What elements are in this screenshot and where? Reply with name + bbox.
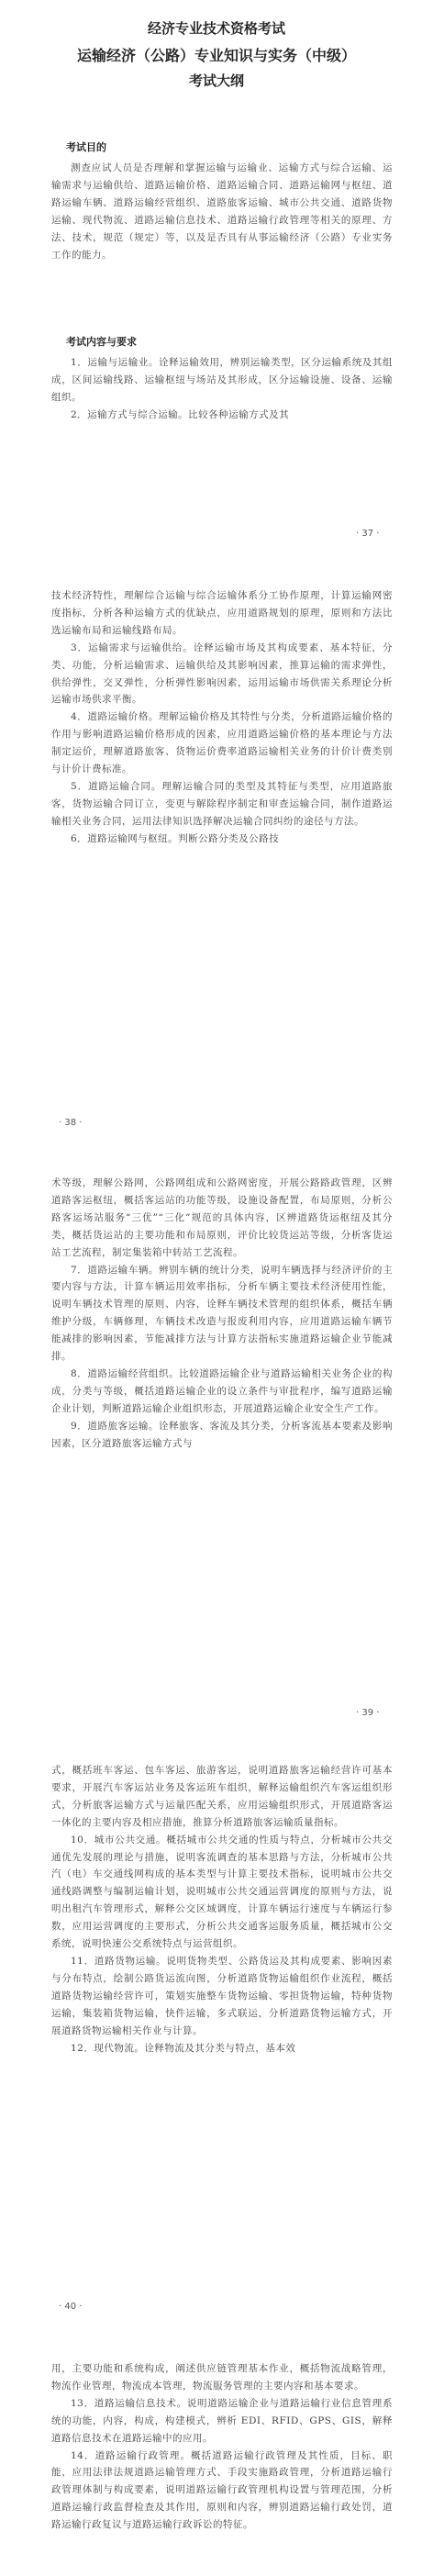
page-number-38: · 38 ·	[59, 1118, 83, 1128]
paragraph-item-1: 1．运输与运输业。诠释运输效用，辨别运输类型，区分运输系统及其组成，区间运输线路、运输枢纽与场站及其形成，区分运输设施、设备、运输组织。	[51, 357, 393, 403]
paragraph-item-6b: 术等级，理解公路网，公路网组成和公路网密度，开展公路路政管理，区辨道路客运枢纽，概括客运站的功能等级，设施设备配置，布局原则，分析公路客运场站服务“三优”“三化”规范的具体内容，区辨道路货运枢纽及其分类，概括货运站的主要功能和布局原则，评价比较货运站等级，分析客货运站工艺流程，制定集装箱中转站工艺流程。	[51, 1177, 393, 1258]
paragraph-item-12a: 12．现代物流。诠释物流及其分类与特点，基本效	[71, 2042, 296, 2054]
outline-title: 考试大纲	[188, 72, 244, 89]
content-block-1	[51, 354, 393, 424]
paragraph-purpose: 测查应试人员是否理解和掌握运输与运输业、运输方式与综合运输、运输需求与运输供给、道路运输价格、道路运输合同、道路运输网与枢纽、道路运输车辆、道路运输经营组织、道路旅客运输、城市公共交通、道路货物运输、现代物流、道路运输信息技术、道路运输行政管理等相关的原理、方法、技术，规范（规定）等，以及是否具有从事运输经济（公路）专业实务工作的能力。	[51, 162, 393, 261]
content-block-4	[51, 1762, 393, 2057]
paragraph-item-10: 10．城市公共交通。概括城市公共交通的性质与特点，分析城市公共交通优先发展的理论与措施，说明客流调查的基本思路与方法，分析城市公共汽（电）车交通线网构成的基本类型与计算主要技术指标，说明城市公共交通线路调整与编制运输计划，说明城市公共交通运营调度的原则与方法，说明出租汽车管理形式，解释公交区域调度，计算车辆运行速度与车辆运行参数，应用运营调度的主要形式，分析公共交通客运服务质量，概括城市公交系统，说明快速公交系统特点与运营组织。	[51, 1834, 393, 1950]
paragraph-item-9a: 9．道路旅客运输。诠释旅客、客流及其分类，分析客流基本要素及影响因素，区分道路旅客运输方式与	[51, 1420, 393, 1449]
paragraph-item-2a: 2．运输方式与综合运输。比较各种运输方式及其	[71, 408, 290, 420]
paragraph-item-12b: 用，主要功能和系统构成，阐述供应链管理基本作业，概括物流战略管理，物流作业管理，物流成本管理，物流服务管理的主要内容和基本要求。	[51, 2363, 393, 2392]
paragraph-item-9b: 式，概括班车客运、包车客运、旅游客运，说明道路旅客运输经营许可基本要求，开展汽车客运站业务及客运班车组织，解释运输组织汽车客运组织形式，分析旅客运输方式与运量匹配关系，应用运输组织形式，开展道路客运一体化的主要内容及相应措施，推算分析道路旅客运输质量指标。	[51, 1765, 393, 1828]
content-block-3	[51, 1175, 393, 1453]
heading-content: 考试内容与要求	[66, 336, 137, 348]
page-number-37: · 37 ·	[356, 529, 380, 539]
paragraph-item-4: 4．道路运输价格。理解运输价格及其特性与分类，分析道路运输价格的作用与影响道路运输价格形成的因素，应用道路运输价格的基本理论与方法制定运价，理解道路旅客、货物运价费率道路运输相关业务的计价计费类别与计价计费标准。	[51, 711, 393, 775]
heading-purpose: 考试目的	[66, 141, 106, 153]
paragraph-item-7: 7．道路运输车辆。辨别车辆的统计分类，说明车辆选择与经济评价的主要内容与方法，计算车辆运用效率指标，分析车辆主要技术经济使用性能，说明车辆技术管理的原则、内容，诠释车辆技术管理的组织体系，概括车辆维护分级，车辆修理，车辆技术改造与报废利用内容，应用道路运输车辆节能减排的影响因素，节能减排方法与计算方法指标实施道路运输企业节能减排。	[51, 1264, 393, 1363]
subject-title: 运输经济（公路）专业知识与实务（中级）	[76, 47, 356, 64]
content-block-2	[51, 587, 393, 848]
paragraph-item-2b: 技术经济特性，理解综合运输与综合运输体系分工协作原理，计算运输网密度指标，分析各种运输方式的优缺点，应用道路规划的原理，原则和方法比选运输布局和运输线路布局。	[51, 590, 393, 636]
purpose-block	[51, 160, 393, 263]
exam-title: 经济专业技术资格考试	[147, 20, 285, 37]
paragraph-item-13: 13．道路运输信息技术。说明道路运输企业与道路运输行业信息管理系统的功能，内容，构成，构建模式，辨析 EDI、RFID、GPS、GIS，解释道路信息技术在道路运输中的应用。	[51, 2397, 393, 2444]
content-block-5	[51, 2360, 393, 2534]
paragraph-item-6a: 6．道路运输网与枢纽。判断公路分类及公路技	[71, 832, 280, 844]
page-number-40: · 40 ·	[59, 2302, 83, 2312]
page-number-39: · 39 ·	[356, 1708, 380, 1718]
paragraph-item-8: 8．道路运输经营组织。比较道路运输企业与道路运输相关业务企业的构成，分类与等级，概括道路运输企业的设立条件与审批程序，编写道路运输企业计划，判断道路运输企业组织形态，开展道路运输企业安全生产工作。	[51, 1367, 393, 1414]
paragraph-item-11: 11．道路货物运输。说明货物类型、公路货运及其构成要素、影响因素与分布特点，绘制公路货运流向图，分析道路货物运输组织作业流程，概括道路货物运输经营许可，策划实施整车货物运输、零担货物运输，特种货物运输，集装箱货物运输，快件运输，多式联运，分析道路货物运输方式，开展道路货物运输相关作业与计算。	[51, 1955, 393, 2036]
paragraph-item-5: 5．道路运输合同。理解运输合同的类型及其特征与类型，应用道路旅客，货物运输合同订立，变更与解除程序制定和审查运输合同，制作道路运输相关业务合同，运用法律知识选择解决运输合同纠纷的途径与方法。	[51, 780, 393, 827]
paragraph-item-14: 14．道路运输行政管理。概括道路运输行政管理及其性质，目标、职能，应用法律法规道路运输管理方式、手段实施路政管理，分析道路运输行政管理体制与构成要素，说明道路运输行政管理机构设置与管理范围，分析道路运输行政监督检查及其作用，原则和内容，辨别道路运输行政处罚，道路运输行政复议与道路运输行政诉讼的特征。	[51, 2449, 393, 2531]
paragraph-item-3: 3．运输需求与运输供给。诠释运输市场及其构成要素、基本特征，分类、功能，分析运输需求、运输供给及其影响因素，推算运输的需求弹性，供给弹性，交叉弹性，分析弹性影响因素，运用运输市场供需关系理论分析运输市场供求平衡。	[51, 641, 393, 706]
